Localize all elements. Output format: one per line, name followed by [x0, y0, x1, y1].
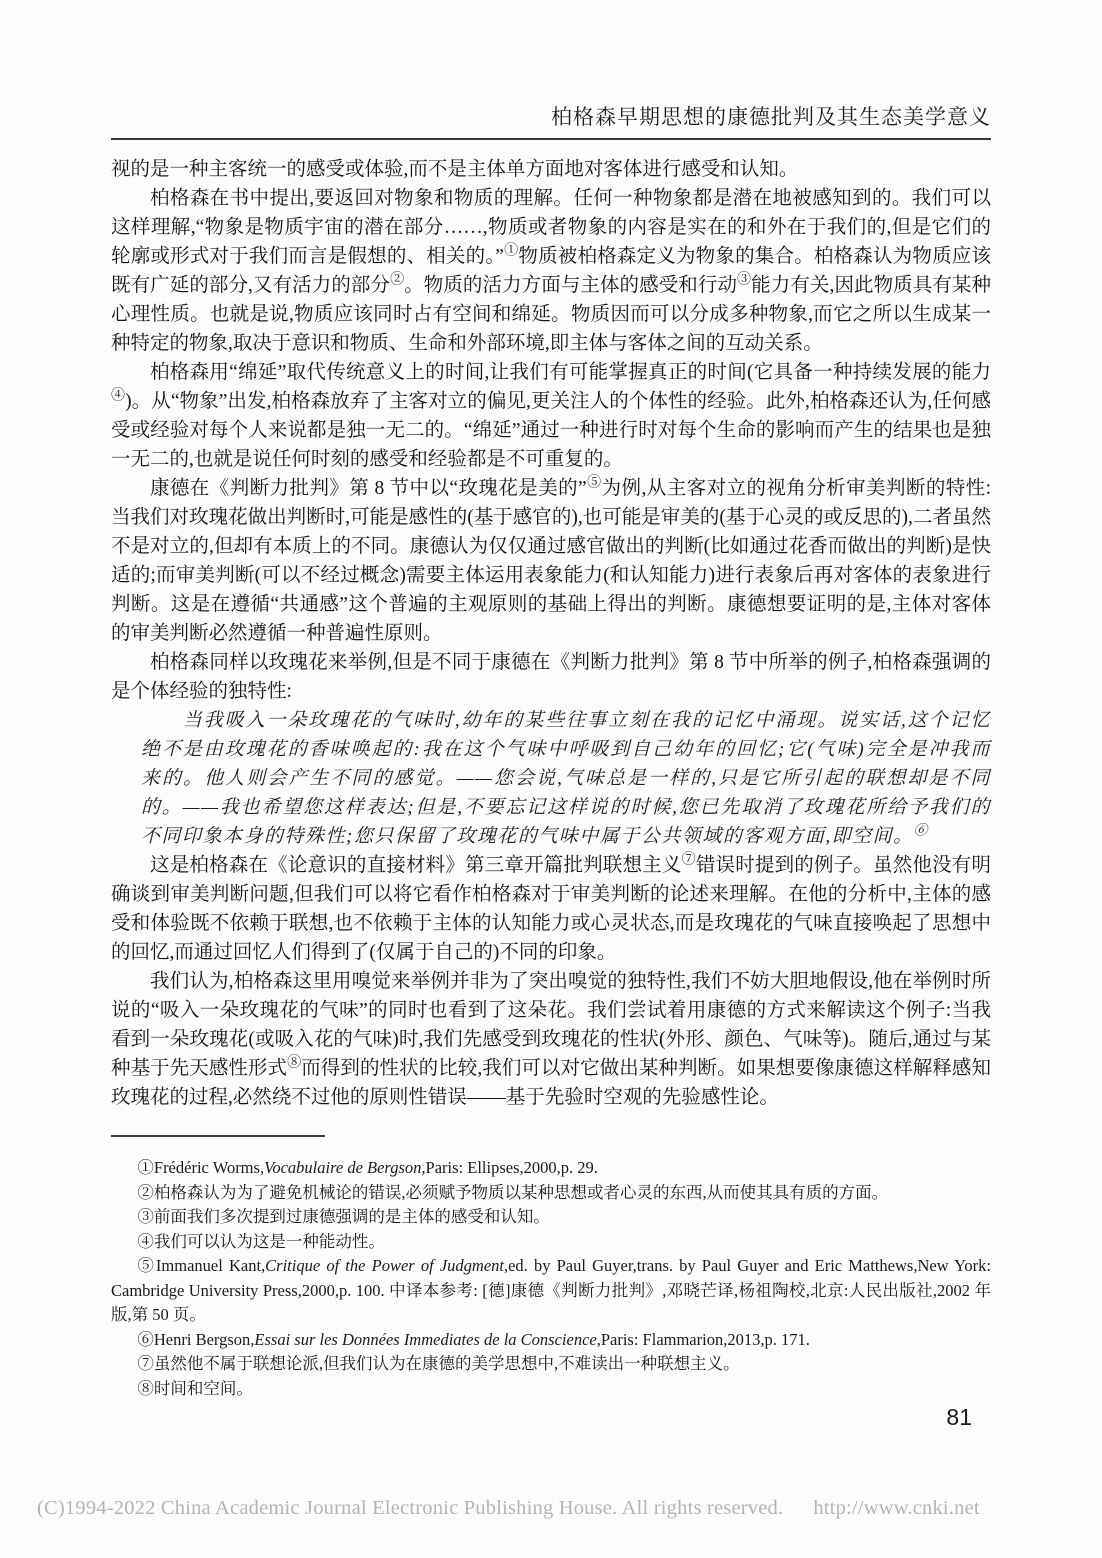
body-paragraph: 我们认为,柏格森这里用嗅觉来举例并非为了突出嗅觉的独特性,我们不妨大胆地假设,他在举例时所说的“吸入一朵玫瑰花的气味”的同时也看到了这朵花。我们尝试着用康德的方式来解读这个例子:当我看到一朵玫瑰花(或吸入花的气味)时,我们先感受到玫瑰花的性状(外形、颜色、气味等)。随后,通过与某种基于先天感性形式⑧而得到的性状的比较,我们可以对它做出某种判断。如果想要像康德这样解释感知玫瑰花的过程,必然绕不过他的原则性错误——基于先验时空观的先验感性论。 — [111, 971, 991, 1108]
footnote-text: ,Paris: Ellipses,2000,p. 29. — [421, 1158, 598, 1177]
footnote-book-title: Vocabulaire de Bergson — [264, 1158, 422, 1177]
body-paragraph: 柏格森同样以玫瑰花来举例,但是不同于康德在《判断力批判》第 8 节中所举的例子,柏格森强调的是个体经验的独特性: — [111, 652, 991, 702]
body-paragraph: 这是柏格森在《论意识的直接材料》第三章开篇批判联想主义⑦错误时提到的例子。虽然他没有明确谈到审美判断问题,但我们可以将它看作柏格森对于审美判断的论述来理解。在他的分析中,主体的感受和体验既不依赖于联想,也不依赖于主体的认知能力或心灵状态,而是玫瑰花的气味直接唤起了思想中的回忆,而通过回忆人们得到了(仅属于自己的)不同的印象。 — [111, 851, 991, 963]
running-head-title: 柏格森早期思想的康德批判及其生态美学意义 — [551, 105, 991, 129]
footnote — [111, 1181, 991, 1206]
body-paragraph: 视的是一种主客统一的感受或体验,而不是主体单方面地对客体进行感受和认知。 — [111, 159, 799, 180]
footnote-ref: ④ — [111, 387, 126, 404]
footnote-text: ⑧时间和空间。 — [137, 1378, 253, 1398]
body-paragraph: 康德在《判断力批判》第 8 节中以“玫瑰花是美的”⑤为例,从主客对立的视角分析审美判断的特性:当我们对玫瑰花做出判断时,可能是感性的(基于感官的),也可能是审美的(基于心灵的或反思的),二者虽然不是对立的,但却有本质上的不同。康德认为仅仅通过感官做出的判断(比如通过花香而做出的判断)是快适的;而审美判断(可以不经过概念)需要主体运用表象能力(和认知能力)进行表象后再对客体的表象进行判断。这是在遵循“共通感”这个普遍的主观原则的基础上得出的判断。康德想要证明的是,主体对客体的审美判断必然遵循一种普遍性原则。 — [111, 474, 992, 644]
article-body — [111, 155, 991, 1112]
footnote-text: ②柏格森认为为了避免机械论的错误,必须赋予物质以某种思想或者心灵的东西,从而使其具有质的方面。 — [137, 1182, 889, 1202]
footnote-text: ③前面我们多次提到过康德强调的是主体的感受和认知。 — [137, 1207, 550, 1226]
footnotes — [111, 1156, 991, 1401]
copyright-text: (C)1994-2022 China Academic Journal Electronic Publishing House. All rights reserved. — [37, 1497, 784, 1519]
footnote — [111, 1377, 991, 1402]
footnote-ref: ⑦ — [681, 851, 696, 868]
page-header — [111, 0, 991, 140]
footnote-text: ⑥Henri Bergson, — [137, 1329, 255, 1349]
block-quote: 当我吸入一朵玫瑰花的气味时,幼年的某些往事立刻在我的记忆中涌现。说实话,这个记忆绝不是由玫瑰花的香味唤起的:我在这个气味中呼吸到自己幼年的回忆;它(气味)完全是冲我而来的。他人则会产生不同的感觉。——您会说,气味总是一样的,只是它所引起的联想却是不同的。——我也希望您这样表达;但是,不要忘记这样说的时候,您已先取消了玫瑰花所给予我们的不同印象本身的特殊性;您只保留了玫瑰花的气味中属于公共领域的客观方面,即空间。⑥ — [141, 710, 991, 847]
footer-url: http://www.cnki.net — [813, 1497, 980, 1519]
body-paragraph: 柏格森用“绵延”取代传统意义上的时间,让我们有可能掌握真正的时间(它具备一种持续发展的能力④)。从“物象”出发,柏格森放弃了主客对立的偏见,更关注人的个体性的经验。此外,柏格森还认为,任何感受或经验对每个人来说都是独一无二的。“绵延”通过一种进行时对每个生命的影响而产生的结果也是独一无二的,也就是说任何时刻的感受和经验都是不可重复的。 — [111, 362, 991, 470]
footnote-ref: ① — [503, 242, 519, 259]
footnote-ref: ⑤ — [586, 474, 602, 491]
footnote-book-title: Critique of the Power of Judgment — [265, 1256, 504, 1275]
footnote-ref: ② — [390, 271, 405, 288]
header-rule — [111, 138, 991, 140]
copyright-footer — [37, 1497, 980, 1520]
footnote-text: ⑤Immanuel Kant, — [137, 1256, 266, 1275]
footnote-separator — [111, 1135, 325, 1137]
footnote-text: ,ed. by Paul Guyer,trans. by Paul Guyer and Eric Matthews,New York: Cambridge University Press,2000,p. 100. 中译本参考: [德]康德《判断力批判》,邓晓芒译,杨祖陶校,北京:人民出版社,2002 年版,第 50 页。 — [111, 1256, 992, 1324]
footnote-ref: ③ — [737, 271, 752, 288]
footnote-book-title: Essai sur les Données Immediates de la Conscience — [254, 1329, 597, 1349]
page-number: 81 — [946, 1404, 972, 1430]
footnote-text: ,Paris: Flammarion,2013,p. 171. — [596, 1329, 810, 1349]
footnote — [111, 1254, 991, 1328]
footnote — [111, 1352, 991, 1377]
footnote — [111, 1328, 991, 1353]
footnote — [111, 1156, 991, 1181]
footnote — [111, 1230, 991, 1255]
footnote-ref: ⑥ — [913, 822, 929, 838]
body-paragraph: 柏格森在书中提出,要返回对物象和物质的理解。任何一种物象都是潜在地被感知到的。我们可以这样理解,“物象是物质宇宙的潜在部分……,物质或者物象的内容是实在的和外在于我们的,但是它们的轮廓或形式对于我们而言是假想的、相关的。”①物质被柏格森定义为物象的集合。柏格森认为物质应该既有广延的部分,又有活力的部分②。物质的活力方面与主体的感受和行动③能力有关,因此物质具有某种心理性质。也就是说,物质应该同时占有空间和绵延。物质因而可以分成多种物象,而它之所以生成某一种特定的物象,取决于意识和物质、生命和外部环境,即主体与客体之间的互动关系。 — [111, 188, 991, 354]
footnote-text: ⑦虽然他不属于联想论派,但我们认为在康德的美学思想中,不难读出一种联想主义。 — [137, 1354, 740, 1373]
footnote-text: ①Frédéric Worms, — [137, 1158, 265, 1177]
footnote-ref: ⑧ — [287, 1054, 302, 1071]
footnote — [111, 1205, 991, 1230]
footnote-text: ④我们可以认为这是一种能动性。 — [137, 1231, 385, 1251]
